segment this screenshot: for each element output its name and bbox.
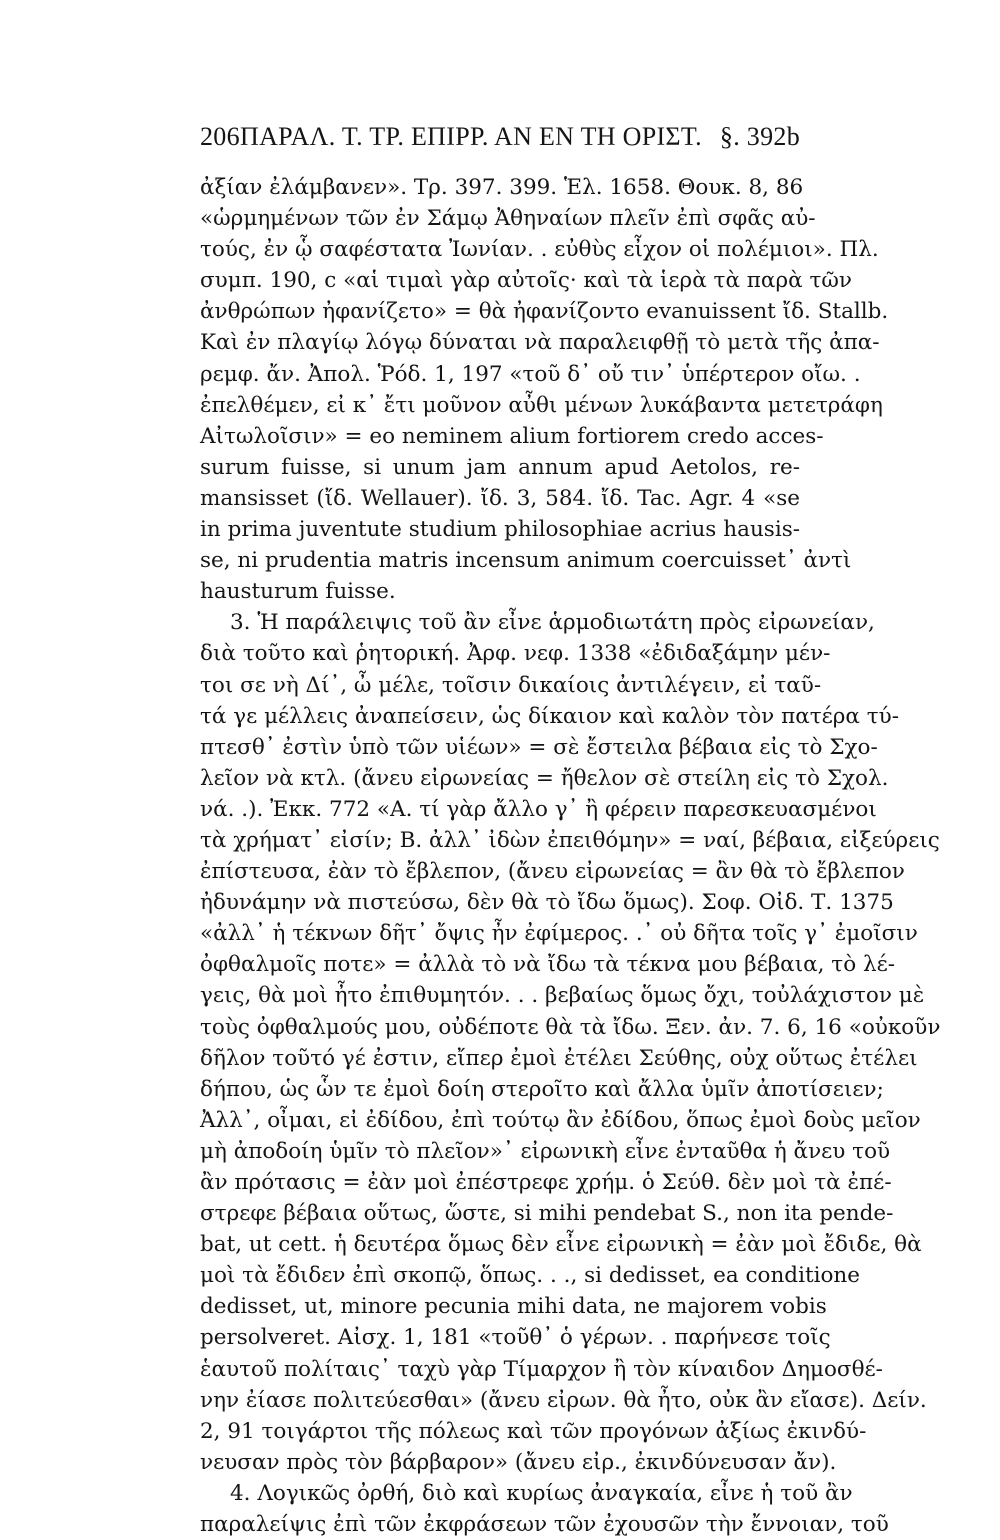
text-line: τούς, ἐν ᾧ σαφέστατα Ἰωνίαν. . εὐθὺς εἶχον οἱ πολέμιοι». Πλ.: [200, 237, 879, 263]
text-line: νην ἐίασε πολιτεύεσθαι» (ἄνευ εἰρων. θὰ ἦτο, οὐκ ἂν εἴασε). Δείν.: [200, 1387, 927, 1413]
text-line: se, ni prudentia matris incensum animum coercuisset᾽ ἀντὶ: [200, 548, 852, 574]
text-line: ὀφθαλμοῖς ποτε» = ἀλλὰ τὸ νὰ ἴδω τὰ τέκνα μου βέβαια, τὸ λέ-: [200, 952, 896, 978]
text-line: ἠδυνάμην νὰ πιστεύσω, δὲν θὰ τὸ ἴδω ὅμως). Σοφ. Οἰδ. Τ. 1375: [200, 890, 894, 916]
text-line: ἑαυτοῦ πολίταις᾽ ταχὺ γὰρ Τίμαρχον ἢ τὸν κίναιδον Δημοσθέ-: [200, 1356, 883, 1382]
text-line: τοι σε νὴ Δί᾽, ὦ μέλε, τοῖσιν δικαίοις ἀντιλέγειν, εἰ ταῦ-: [200, 672, 822, 698]
text-line: τὰ χρήματ᾽ εἰσίν; Β. ἀλλ᾽ ἰδὼν ἐπειθόμην» = ναί, βέβαια, εἰξεύρεις: [200, 827, 940, 853]
text-line: μὴ ἀποδοίη ὑμῖν τὸ πλεῖον»᾽ εἰρωνικὴ εἶνε ἐνταῦθα ἡ ἄνευ τοῦ: [200, 1138, 891, 1164]
running-title: ΠΑΡΑΛ. Τ. ΤΡ. ΕΠΙΡΡ. ΑΝ ΕΝ ΤΗ ΟΡΙΣΤ.: [240, 122, 702, 151]
text-line: πτεσθ᾽ ἐστὶν ὑπὸ τῶν υἱέων» = σὲ ἔστειλα βέβαια εἰς τὸ Σχο-: [200, 734, 878, 760]
text-line: τοὺς ὀφθαλμούς μου, οὐδέποτε θὰ τὰ ἴδω. Ξεν. ἀν. 7. 6, 16 «οὐκοῦν: [200, 1014, 941, 1040]
text-line: λεῖον νὰ κτλ. (ἄνευ εἰρωνείας = ἤθελον σὲ στείλη εἰς τὸ Σχολ.: [200, 765, 889, 791]
text-line: «ὡρμημένων τῶν ἐν Σάμῳ Ἀθηναίων πλεῖν ἐπὶ σφᾶς αὐ-: [200, 206, 816, 232]
text-line: διὰ τοῦτο καὶ ῥητορική. Ἀρφ. νεφ. 1338 «ἐδιδαξάμην μέν-: [200, 641, 831, 667]
text-line: τά γε μέλλεις ἀναπείσειν, ὡς δίκαιον καὶ καλὸν τὸν πατέρα τύ-: [200, 703, 899, 729]
text-line: ἀνθρώπων ἠφανίζετο» = θὰ ἠφανίζοντο evanuissent ἴδ. Stallb.: [200, 299, 889, 325]
page-header: [200, 122, 800, 162]
text-line: νά. .). Ἐκκ. 772 «Α. τί γὰρ ἄλλο γ᾽ ἢ φέρειν παρεσκευασμένοι: [200, 796, 877, 822]
text-line: 4. Λογικῶς ὀρθή, διὸ καὶ κυρίως ἀναγκαία, εἶνε ἡ τοῦ ἂν: [230, 1480, 853, 1506]
body-text: [200, 172, 941, 1538]
text-line: dedisset, ut, minore pecunia mihi data, ne majorem vobis: [200, 1294, 827, 1320]
text-line: ἐπίστευσα, ἐὰν τὸ ἔβλεπον, (ἄνευ εἰρωνείας = ἂν θὰ τὸ ἔβλεπον: [200, 859, 905, 885]
text-line: surum fuisse, si unum jam annum apud Aetolos, re-: [200, 454, 800, 480]
text-line: Καὶ ἐν πλαγίῳ λόγῳ δύναται νὰ παραλειφθῇ τὸ μετὰ τῆς ἀπα-: [200, 330, 880, 356]
text-line: persolveret. Αἰσχ. 1, 181 «τοῦθ᾽ ὁ γέρων. . παρήνεσε τοῖς: [200, 1325, 831, 1351]
text-line: στρεφε βέβαια οὕτως, ὥστε, si mihi pendebat S., non ita pende-: [200, 1201, 894, 1227]
text-line: hausturum fuisse.: [200, 579, 396, 605]
text-line: Αἰτωλοῖσιν» = eo neminem alium fortiorem credo acces-: [200, 423, 824, 449]
text-line: mansisset (ἴδ. Wellauer). ἴδ. 3, 584. ἴδ. Tac. Agr. 4 «se: [200, 485, 800, 511]
text-line: γεις, θὰ μοὶ ἦτο ἐπιθυμητόν. . . βεβαίως ὅμως ὄχι, τοὐλάχιστον μὲ: [200, 983, 925, 1009]
text-line: 3. Ἡ παράλειψις τοῦ ἂν εἶνε ἁρμοδιωτάτη πρὸς εἰρωνείαν,: [230, 610, 875, 636]
page-number: 206: [200, 122, 240, 151]
text-line: ἂν πρότασις = ἐὰν μοὶ ἐπέστρεφε χρήμ. ὁ Σεύθ. δὲν μοὶ τὰ ἐπέ-: [200, 1170, 892, 1195]
text-line: παραλείψις ἐπὶ τῶν ἐκφράσεων τῶν ἐχουσῶν τὴν ἔννοιαν, τοῦ: [200, 1512, 889, 1538]
text-line: «ἀλλ᾽ ἡ τέκνων δῆτ᾽ ὄψις ἦν ἐφίμερος. .᾽ οὐ δῆτα τοῖς γ᾽ ἐμοῖσιν: [200, 921, 918, 947]
text-line: in prima juventute studium philosophiae acrius hausis-: [200, 517, 800, 543]
text-line: δήπου, ὡς ὧν τε ἐμοὶ δοίη στεροῖτο καὶ ἄλλα ὑμῖν ἀποτίσειεν;: [200, 1076, 884, 1102]
text-line: ἀξίαν ἐλάμβανεν». Τρ. 397. 399. Ἑλ. 1658. Θουκ. 8, 86: [200, 175, 804, 200]
text-line: νευσαν πρὸς τὸν βάρβαρον» (ἄνευ εἰρ., ἐκινδύνευσαν ἄν).: [200, 1449, 837, 1475]
text-line: μοὶ τὰ ἔδιδεν ἐπὶ σκοπῷ, ὅπως. . ., si dedisset, ea conditione: [200, 1263, 860, 1289]
text-line: bat, ut cett. ἡ δευτέρα ὅμως δὲν εἶνε εἰρωνικὴ = ἐὰν μοὶ ἔδιδε, θὰ: [200, 1232, 922, 1258]
text-line: συμπ. 190, c «αἱ τιμαὶ γὰρ αὐτοῖς· καὶ τὰ ἱερὰ τὰ παρὰ τῶν: [200, 268, 852, 294]
section-number: §. 392b: [719, 122, 800, 151]
text-line: ἐπελθέμεν, εἰ κ᾽ ἔτι μοῦνον αὖθι μένων λυκάβαντα μετετράφη: [200, 392, 883, 418]
text-line: 2, 91 τοιγάρτοι τῆς πόλεως καὶ τῶν προγόνων ἀξίως ἐκινδύ-: [200, 1418, 867, 1444]
text-line: ρεμφ. ἄν. Ἀπολ. Ῥόδ. 1, 197 «τοῦ δ᾽ οὔ τιν᾽ ὑπέρτερον οἴω. .: [200, 361, 861, 387]
text-line: δῆλον τοῦτό γέ ἐστιν, εἴπερ ἐμοὶ ἐτέλει Σεύθης, οὐχ οὕτως ἐτέλει: [200, 1045, 918, 1071]
text-line: Ἀλλ᾽, οἶμαι, εἰ ἐδίδου, ἐπὶ τούτῳ ἂν ἐδίδου, ὅπως ἐμοὶ δοὺς μεῖον: [200, 1107, 921, 1133]
